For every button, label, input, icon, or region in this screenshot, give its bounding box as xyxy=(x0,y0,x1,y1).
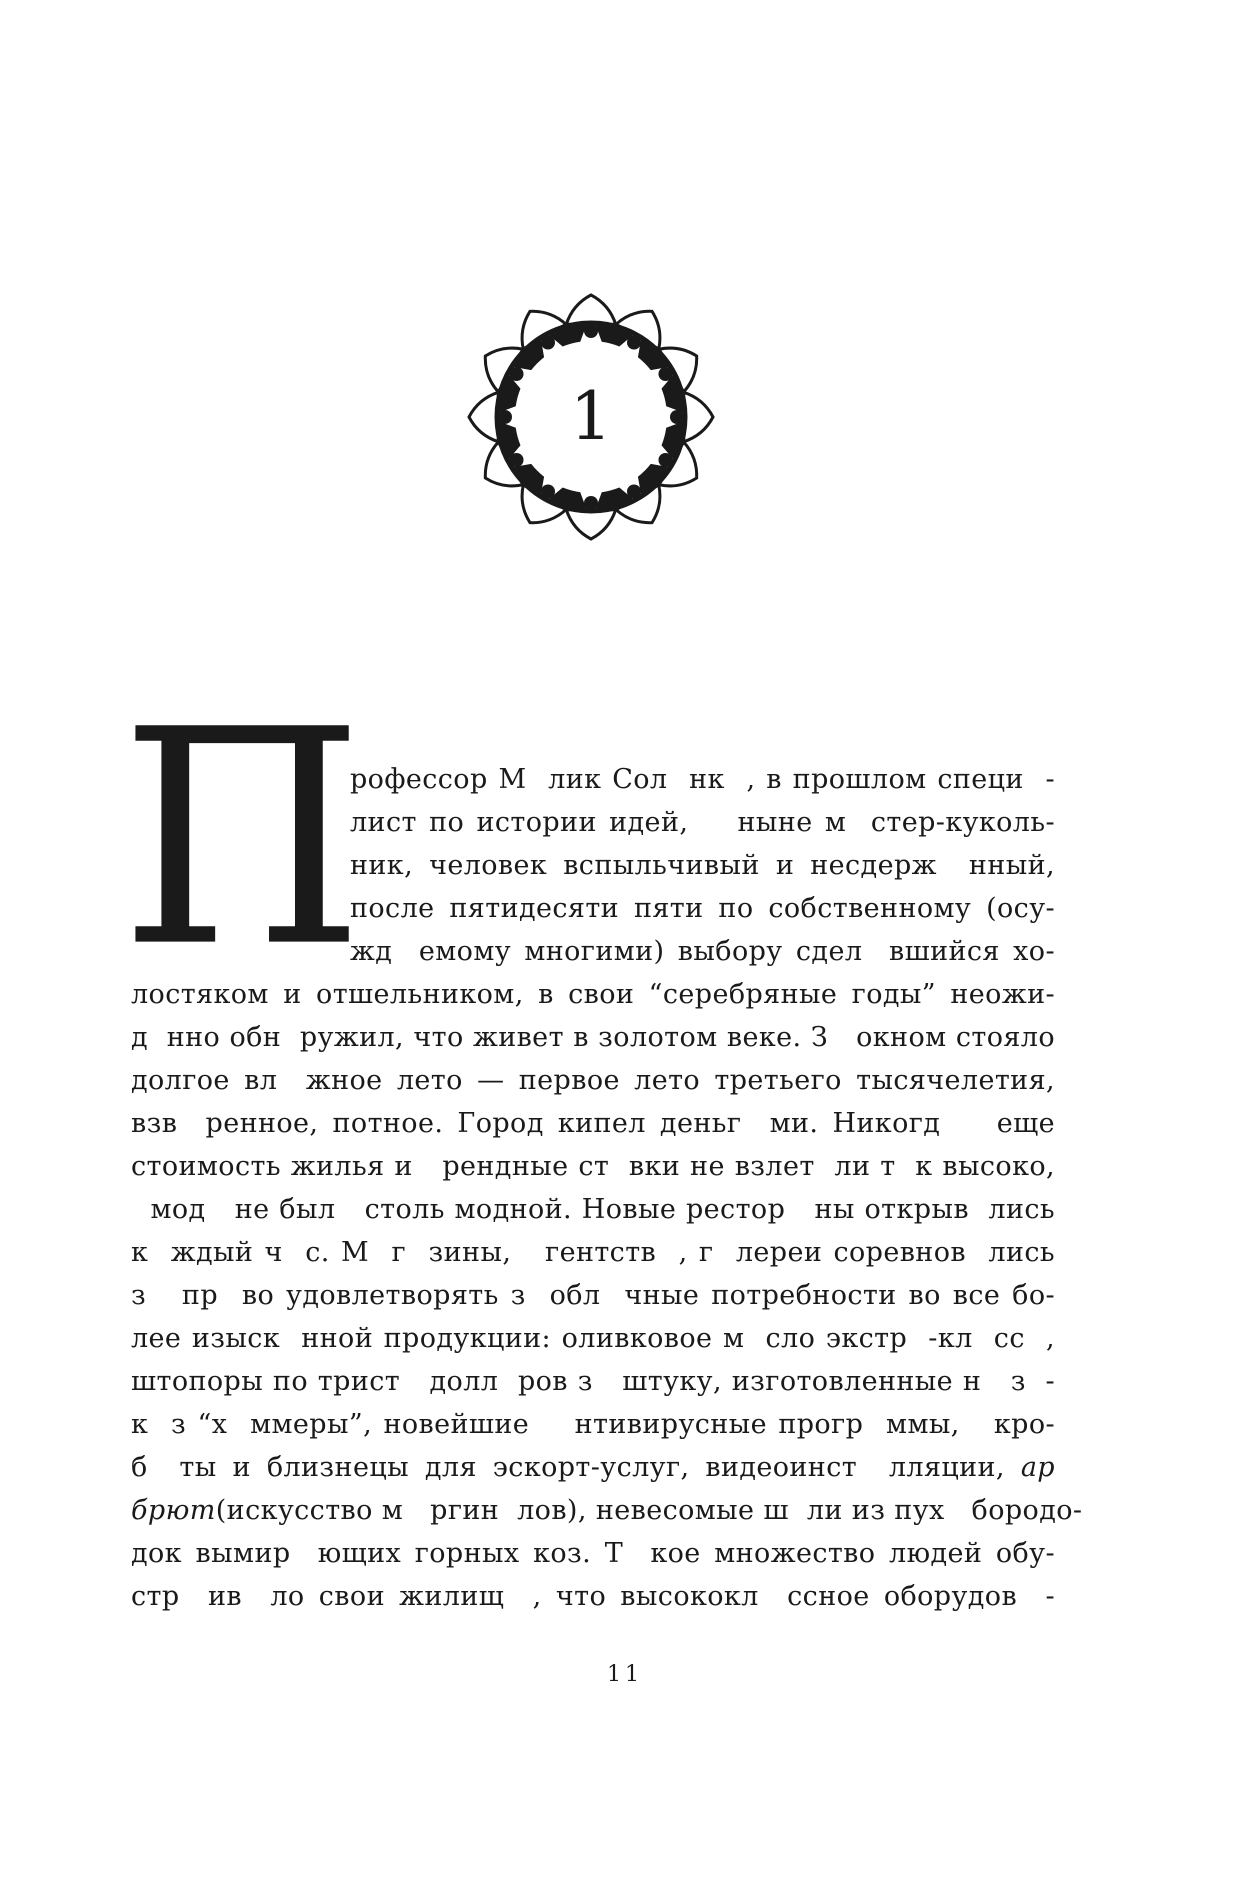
drop-cap: П xyxy=(120,667,365,1013)
text-line: рофессор М лик Сол нк , в прошлом специ - xyxy=(350,764,1055,795)
chapter-number: 1 xyxy=(570,378,612,455)
text-line: лостяком и отшельником, в свои “серебряные годы” неожи- xyxy=(131,979,1055,1010)
text-line: штопоры по трист долл ров з штуку, изготовленные н з - xyxy=(131,1366,1055,1397)
text-line: з пр во удовлетворять з обл чные потребности во все бо- xyxy=(131,1280,1055,1311)
text-line: лее изыск нной продукции: оливковое м сло экстр -кл сс , xyxy=(131,1323,1055,1354)
text-line: взв ренное, потное. Город кипел деньг ми. Никогд еще xyxy=(131,1108,1055,1139)
text-line: док вымир ющих горных коз. Т кое множество людей обу- xyxy=(131,1538,1055,1569)
text-line: жд емому многими) выбору сдел вшийся хо- xyxy=(350,936,1055,967)
text-line: д нно обн ружил, что живет в золотом веке. З окном стояло xyxy=(131,1022,1055,1053)
text-line: стр ив ло свои жилищ , что высококл ссное оборудов - xyxy=(131,1581,1055,1612)
italic-word: ар xyxy=(1020,1452,1055,1483)
text-line: после пятидесяти пяти по собственному (осу- xyxy=(350,893,1055,924)
text-line: стоимость жилья и рендные ст вки не взлет ли т к высоко, xyxy=(131,1151,1055,1182)
italic-word: брют xyxy=(131,1495,216,1526)
page-number: 11 xyxy=(607,1662,643,1687)
text-line: к з “х ммеры”, новейшие нтивирусные прогр ммы, кро- xyxy=(131,1409,1055,1440)
text-line: мод не был столь модной. Новые рестор ны открыв лись xyxy=(131,1194,1055,1225)
text-line: ник, человек вспыльчивый и несдерж нный, xyxy=(350,850,1055,881)
text-line-run: (искусство м ргин лов), невесомые ш ли из пух бородо- xyxy=(215,1495,1083,1526)
text-line: лист по истории идей, ныне м стер-куколь- xyxy=(350,807,1055,838)
text-line xyxy=(131,1448,1055,1488)
text-line-run: б ты и близнецы для эскорт-услуг, видеоинст лляции, xyxy=(131,1452,1021,1483)
text-line xyxy=(131,1491,1083,1531)
text-line: долгое вл жное лето — первое лето третьего тысячелетия, xyxy=(131,1065,1055,1096)
text-line: к ждый ч с. М г зины, гентств , г лереи соревнов лись xyxy=(131,1237,1055,1268)
